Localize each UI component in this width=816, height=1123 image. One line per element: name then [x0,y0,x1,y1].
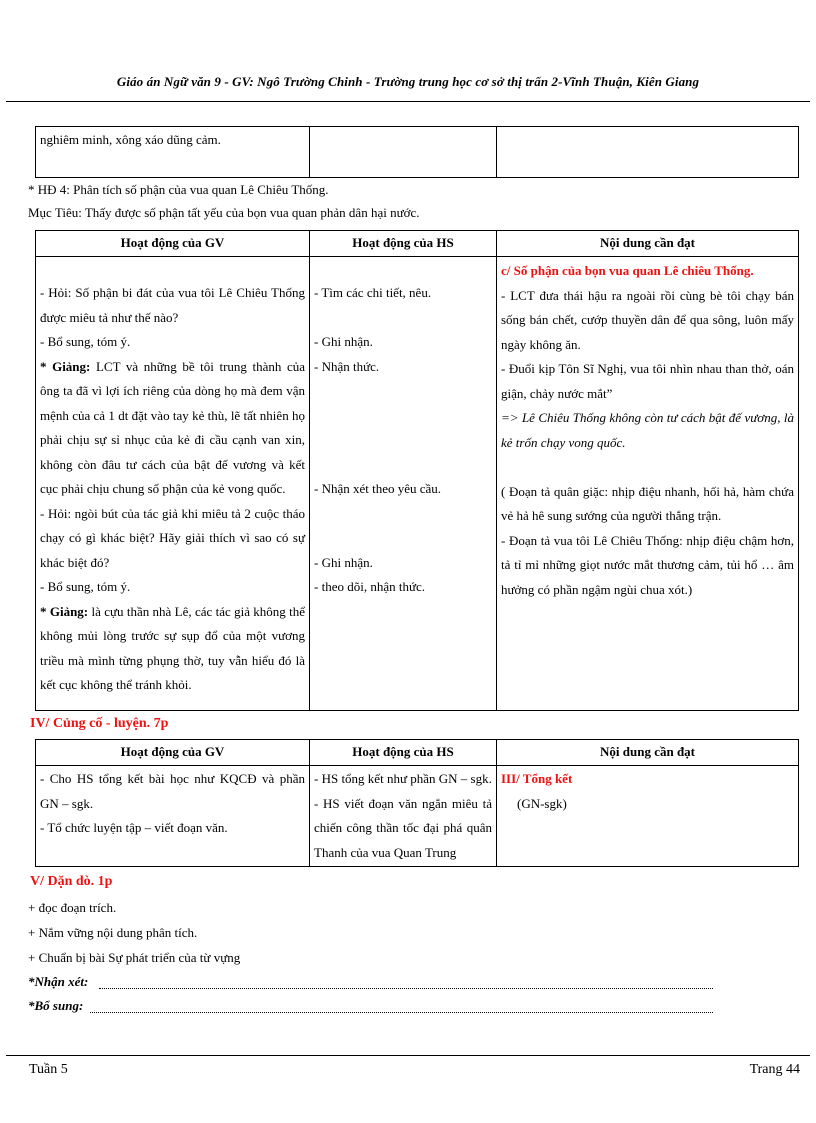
nd-point-2: - Đuổi kịp Tôn Sĩ Nghị, vua tôi nhìn nhau than thở, oán giận, chảy nước mắt” [501,361,794,401]
footer-page-number: Trang 44 [749,1062,800,1077]
top-table-text: nghiêm minh, xông xáo dũng cảm. [40,132,221,147]
gv-question-2: - Hỏi: ngòi bút của tác giả khi miêu tả 2 cuộc tháo chạy có gì khác biệt? Hãy giải thích vì sao có sự khác biệt đó? [40,505,305,570]
hs-item-3: - Nhận thức. [314,358,380,374]
nhan-xet-label: *Nhận xét: [28,974,89,989]
footer-week: Tuần 5 [29,1062,68,1077]
header-divider [6,101,810,102]
hs-item-4: - Nhận xét theo yêu cầu. [314,481,442,496]
gv-lecture-2: * Giảng: là cựu thần nhà Lê, các tác giả không thể không mủi lòng trước sự sụp đổ của một vương triều mà mình từng phụng thờ, tuy vẫn hiểu đó là kết cục không thể tránh khỏi. [40,603,306,692]
homework-item-1: + đọc đoạn trích. [28,900,117,915]
nhan-xet-dotted-line [99,988,713,989]
nd-subheading: c/ Số phận của bọn vua quan Lê chiêu Thống. [501,263,754,278]
nd-comparison-2: - Đoạn tả vua tôi Lê Chiêu Thống: nhịp điệu chậm hơn, tả tỉ mỉ những giọt nước mắt thương cảm, tủi hổ … âm hưởng có phần ngậm ngùi chua xót.) [501,532,794,597]
table1-nd-column [497,257,799,711]
bo-sung-label: *Bổ sung: [28,998,84,1013]
top-continuation-table [35,126,799,178]
bo-sung-dotted-line [90,1012,713,1013]
top-table-cell-gv [36,127,310,178]
table2-hs-column [310,766,497,867]
activity-table-2 [35,739,799,867]
hs-item-6: - theo dõi, nhận thức. [314,579,426,594]
top-table-cell-nd [497,127,799,178]
nd-conclusion: => Lê Chiêu Thống không còn tư cách bật đế vương, là kẻ trốn chạy vong quốc. [501,410,794,450]
table1-header-nd: Nội dung cần đạt [497,231,799,257]
gv-lecture-1: * Giảng: LCT và những bề tôi trung thành của ông ta đã vì lợi ích riêng của dòng họ mà đem vận mệnh của cả 1 dt đặt vào tay kẻ thù, lẽ tất nhiên họ phải chịu sự sỉ nhục của kẻ đi cầu cạnh van xin, không còn đâu tư cách của bật đế vương và kết cục phải chịu chung số phận của kẻ vong quốc. [40,358,305,496]
t2-nd-title: III/ Tổng kết [501,771,573,786]
t2-gv-item-1: - Cho HS tổng kết bài học như KQCĐ và phần GN – sgk. [40,771,305,811]
table2-nd-column [497,766,799,867]
homework-item-2: + Nắm vững nội dung phân tích. [28,925,198,940]
gv-summary-1: - Bổ sung, tóm ý. [40,334,131,349]
nd-point-1: - LCT đưa thái hậu ra ngoài rồi cùng bè tôi chạy bán sống bán chết, cướp thuyền dân để qua sông, luôn mấy ngày không ăn. [501,287,794,352]
footer-divider [6,1055,810,1056]
t2-nd-text: (GN-sgk) [517,795,567,811]
table2-gv-column [36,766,310,867]
nd-comparison-1: ( Đoạn tả quân giặc: nhịp điệu nhanh, hối hả, hàm chứa vẻ hả hê sung sướng của người thắng trận. [501,483,794,523]
hd4-title: * HĐ 4: Phân tích số phận của vua quan Lê Chiêu Thống. [28,182,329,197]
table2-header-gv: Hoạt động của GV [36,740,310,766]
activity-table-1 [35,230,799,711]
table2-header-nd: Nội dung cần đạt [497,740,799,766]
t2-gv-item-2: - Tổ chức luyện tập – viết đoạn văn. [40,820,228,835]
table1-hs-column [310,257,497,711]
section-5-title: V/ Dặn dò. 1p [30,874,113,889]
table2-header-hs: Hoạt động của HS [310,740,497,766]
gv-summary-2: - Bổ sung, tóm ý. [40,579,131,594]
homework-item-3: + Chuẩn bị bài Sự phát triển của từ vựng [28,950,241,965]
hs-item-2: - Ghi nhận. [314,334,373,349]
table1-gv-column [36,257,310,711]
table1-header-gv: Hoạt động của GV [36,231,310,257]
table1-header-hs: Hoạt động của HS [310,231,497,257]
page-header-title: Giáo án Ngữ văn 9 - GV: Ngô Trường Chinh - Trường trung học cơ sở thị trấn 2-Vĩnh Thuận, Kiên Giang [116,74,700,89]
gv-question-1: - Hỏi: Số phận bi đát của vua tôi Lê Chiêu Thống được miêu tả như thế nào? [40,285,305,325]
hs-item-1: - Tìm các chi tiết, nêu. [314,285,432,300]
hs-item-5: - Ghi nhận. [314,554,373,570]
hd4-objective: Mục Tiêu: Thấy được số phận tất yếu của bọn vua quan phản dân hại nước. [28,205,420,220]
t2-hs-item-1: - HS tổng kết như phần GN – sgk. [314,771,492,786]
t2-hs-item-2: - HS viết đoạn văn ngắn miêu tả chiến công thần tốc đại phá quân Thanh của vua Quan Trung [314,795,492,860]
section-4-title: IV/ Củng cố - luyện. 7p [30,716,169,731]
top-table-cell-hs [310,127,497,178]
